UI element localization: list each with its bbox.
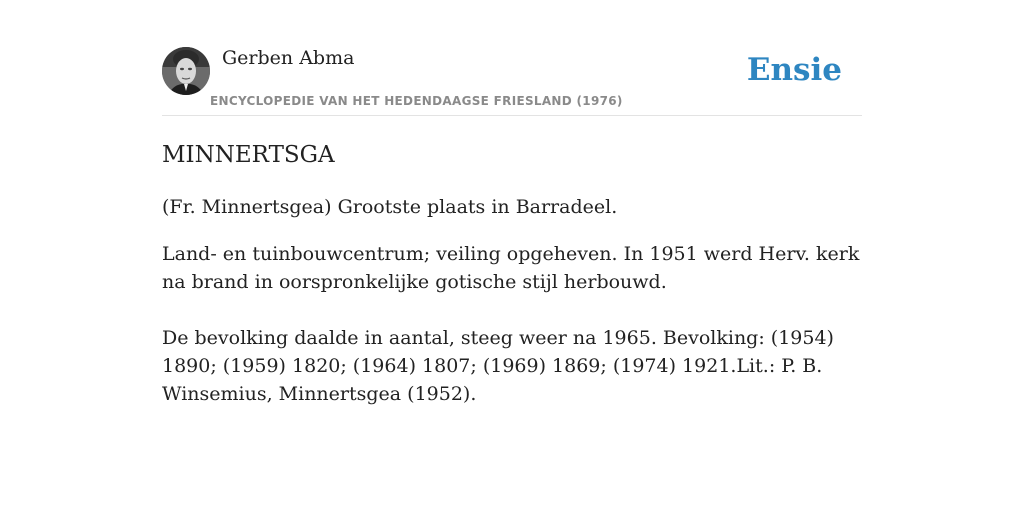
article-paragraph: Land- en tuinbouwcentrum; veiling opgeheven. In 1951 werd Herv. kerk na brand in oorspronkelijke gotische stijl herbouwd. (162, 243, 860, 293)
avatar-portrait (162, 47, 210, 95)
author-avatar[interactable] (162, 47, 210, 95)
article-title: MINNERTSGA (162, 142, 335, 168)
author-name[interactable]: Gerben Abma (222, 47, 355, 69)
header-divider (162, 115, 862, 116)
ensie-logo[interactable]: Ensie (746, 52, 842, 88)
article-paragraph: (Fr. Minnertsgea) Grootste plaats in Barradeel. (162, 196, 618, 218)
source-title[interactable]: ENCYCLOPEDIE VAN HET HEDENDAAGSE FRIESLAND (1976) (210, 94, 623, 108)
article-body (162, 193, 867, 408)
article-paragraph: De bevolking daalde in aantal, steeg weer na 1965. Bevolking: (1954) 1890; (1959) 1820; (1964) 1807; (1969) 1869; (1974) 1921.Lit.: P. B. Winsemius, Minnertsgea (1952). (162, 327, 834, 405)
